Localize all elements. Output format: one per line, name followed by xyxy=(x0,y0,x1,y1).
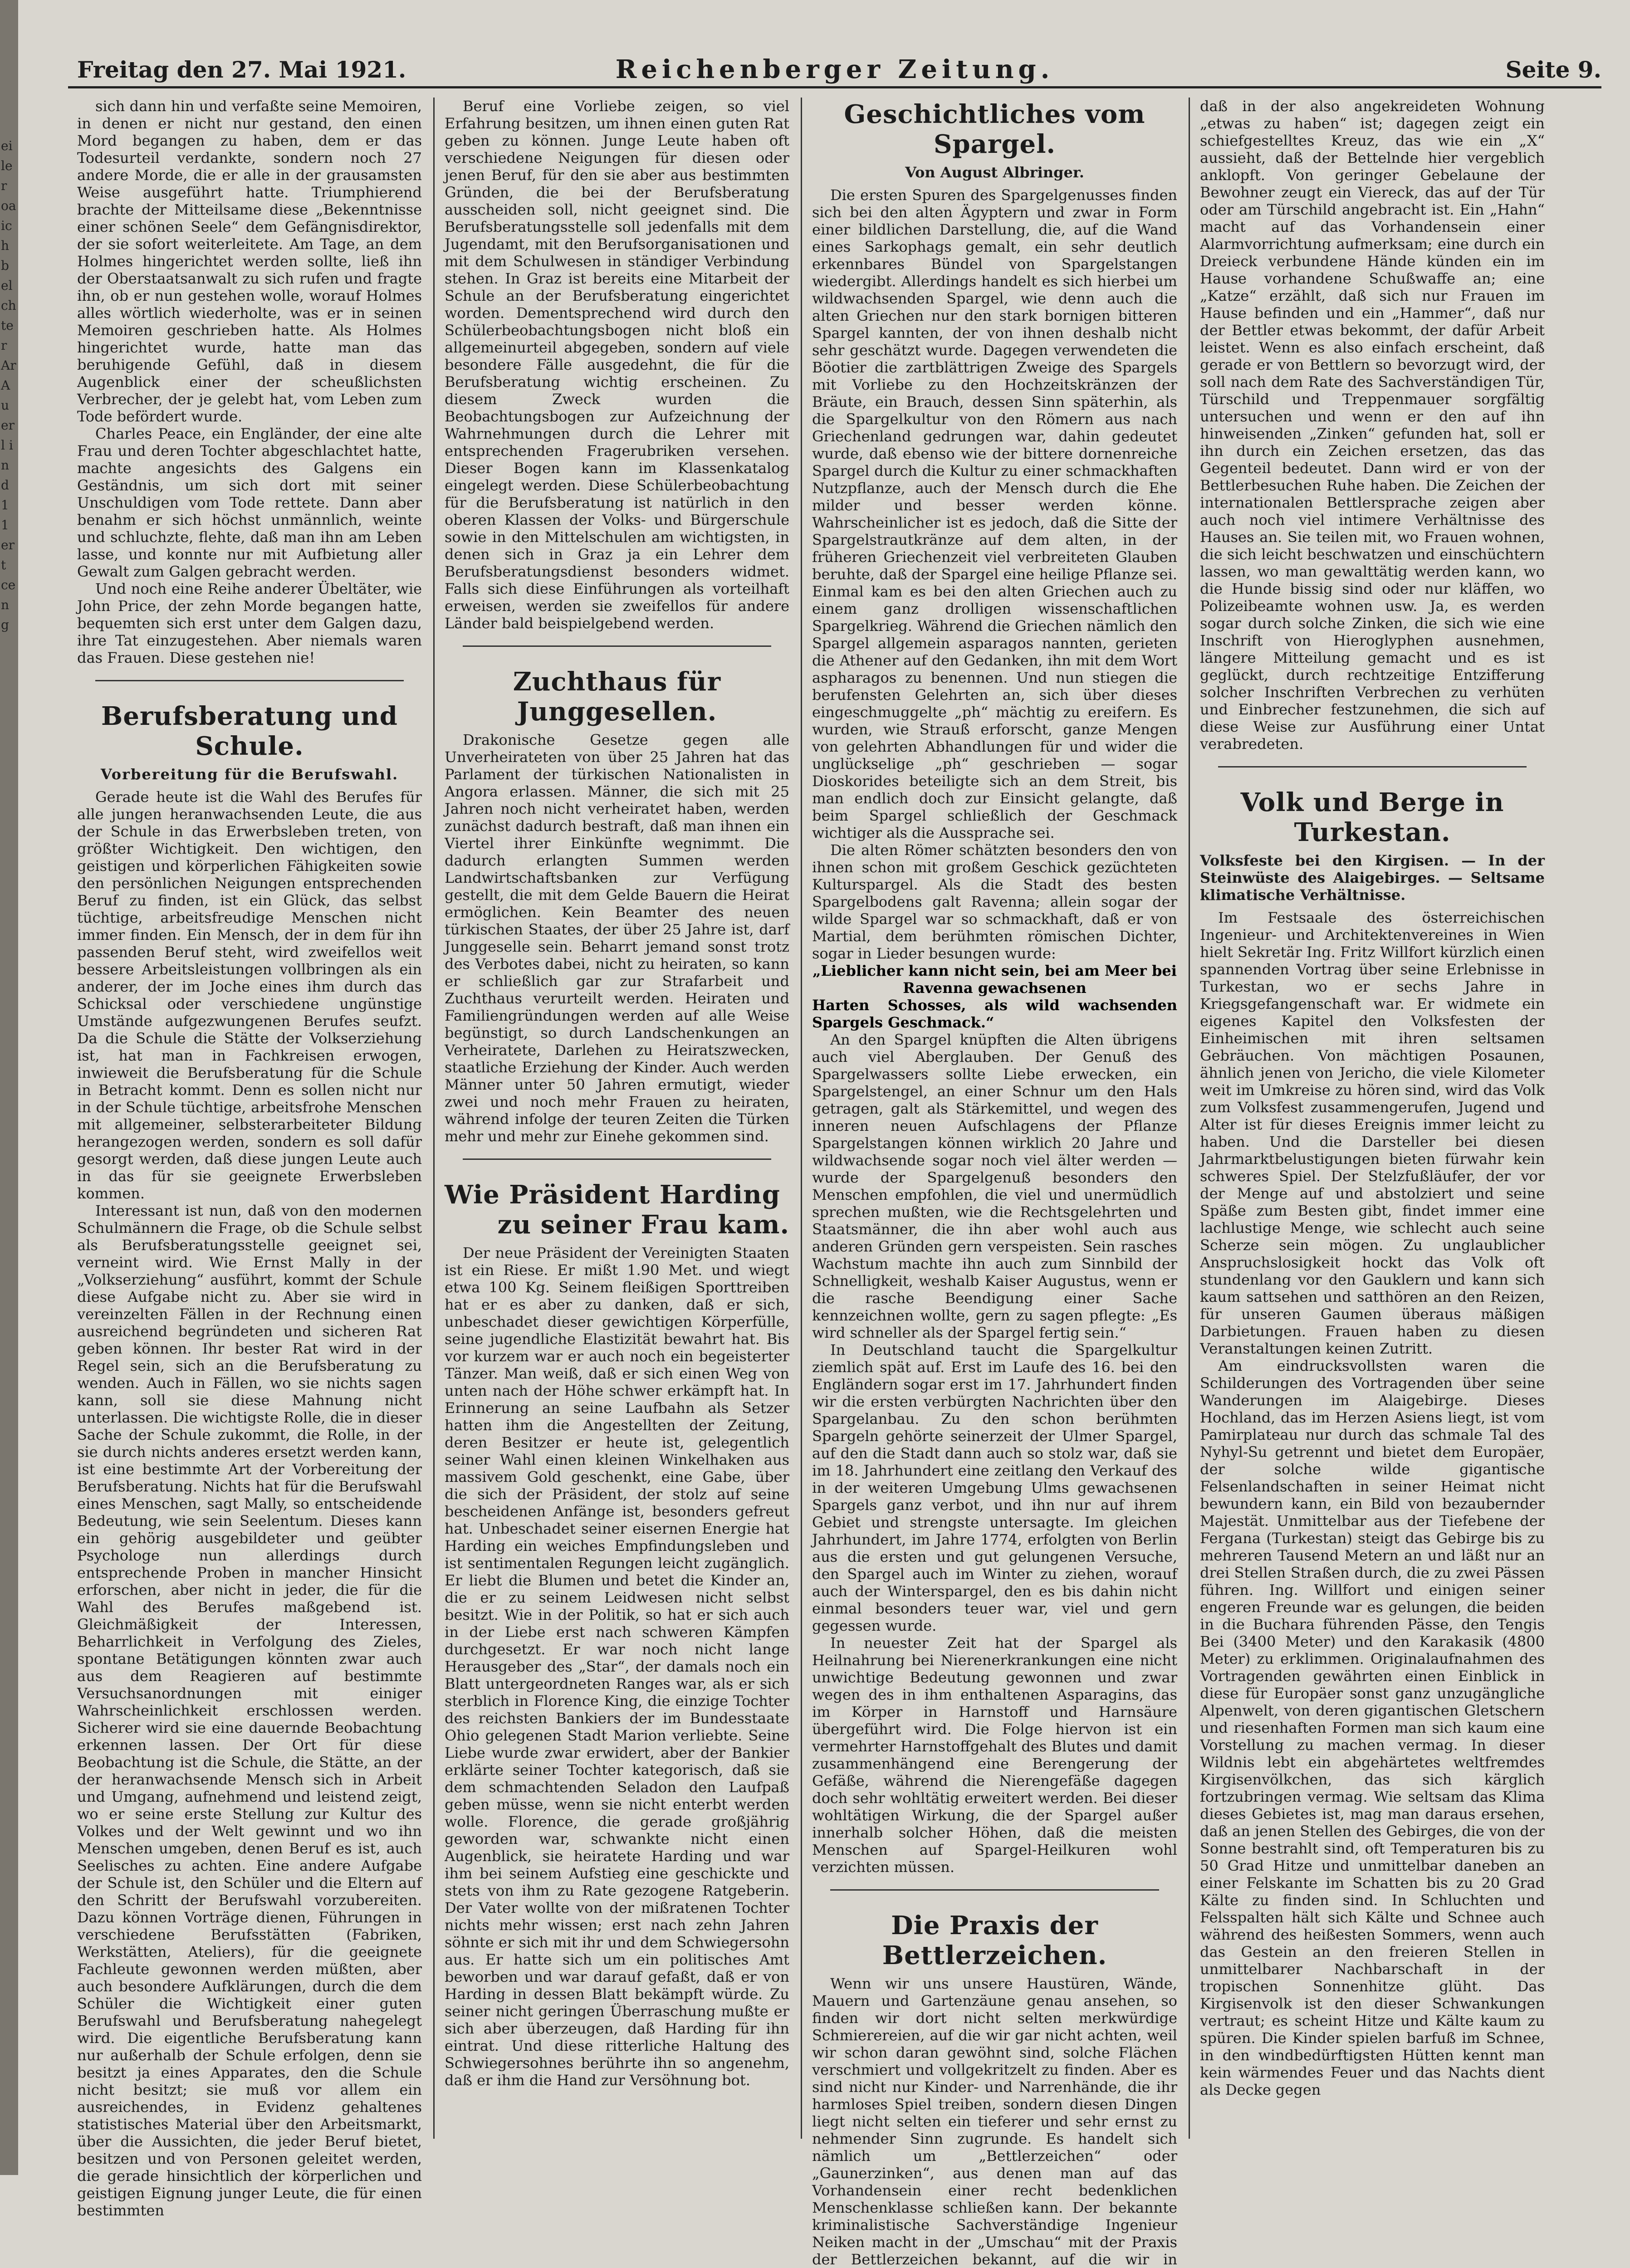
article-separator xyxy=(463,1158,771,1160)
paragraph: Der neue Präsident der Vereinigten Staaten ist ein Riese. Er mißt 1.90 Met. und wiegt etwa 100 Kg. Seinem fleißigen Sporttreiben hat er es aber zu danken, daß er sich, unbeschadet dieser gewichtigen Körperfülle, seine jugendliche Elastizität bewahrt hat. Bis vor kurzem war er auch noch ein begeisterter Tänzer. Man weiß, daß er sich einen Weg von unten nach der Höhe schwer erkämpft hat. In Erinnerung an seine Laufbahn als Setzer hatten ihm die Angestellten der Zeitung, deren Besitzer er heute ist, gelegentlich seiner Wahl einen kleinen Winkelhaken aus massivem Gold geschenkt, eine Gabe, über die sich der Präsident, der stolz auf seine bescheidenen Anfänge ist, besonders gefreut hat. Unbeschadet seiner eisernen Energie hat Harding ein weiches Empfindungsleben und ist sentimentalen Regungen leicht zugänglich. Er liebt die Blumen und betet die Kinder an, die er zu seinem Leidwesen nicht selbst besitzt. Wie in der Politik, so hat er sich auch in der Liebe erst nach schweren Kämpfen durchgesetzt. Er war noch nicht lange Herausgeber des „Star“, der damals noch ein Blatt untergeordneten Ranges war, als er sich sterblich in Florence King, die einzige Tochter des reichsten Bankiers der im Bundesstaate Ohio gelegenen Stadt Marion verliebte. Seine Liebe wurde zwar erwidert, aber der Bankier erklärte seiner Tochter kategorisch, daß sie dem schmachtenden Seladon den Laufpaß geben müsse, wenn sie nicht enterbt werden wolle. Florence, die gerade großjährig geworden war, schwankte nicht einen Augenblick, sie heiratete Harding und war ihm bei seinem Aufstieg eine geschickte und stets von ihm zu Rate gezogene Ratgeberin. Der Vater wollte von der mißratenen Tochter nichts mehr wissen; erst nach zehn Jahren söhnte er sich mit ihr und dem Schwiegersohn aus. Er hatte sich um ein politisches Amt beworben und war darauf gefaßt, daß er von Harding in dessen Blatt bekämpft würde. Zu seiner nicht geringen Überraschung mußte er sich aber überzeugen, daß Harding für ihn eintrat. Und diese ritterliche Haltung des Schwiegersohnes berührte ihn so angenehm, daß er ihm die Hand zur Versöhnung bot. xyxy=(445,1244,789,2089)
article-title: Volk und Berge in Turkestan. xyxy=(1240,787,1504,847)
verse-line: Harten Schosses, als wild wachsenden Spargels Geschmack.“ xyxy=(812,997,1177,1031)
paragraph: Gerade heute ist die Wahl des Berufes für alle jungen heranwachsenden Leute, die aus der Schule in das Erwerbsleben treten, von größter Wichtigkeit. Den wichtigen, den geistigen und körperlichen Fähigkeiten sowie den persönlichen Neigungen entsprechenden Beruf zu finden, ist ein Glück, das selbst tüchtige, arbeitsfreudige Menschen nicht immer finden. Ein Mensch, der in dem für ihn passenden Beruf steht, wird zweifellos weit bessere Arbeitsleistungen vollbringen als ein anderer, der im Joche eines ihm durch das Schicksal oder verschiedene ungünstige Umstände aufgezwungenen Berufes seufzt. Da die Schule die Stätte der Volkserziehung ist, hat man in Fachkreisen erwogen, inwieweit die Berufsberatung für die Schule in Betracht kommt. Denn es sollen nicht nur in der Schule tüchtige, arbeitsfrohe Menschen mit allgemeiner, selbsterarbeiteter Bildung herangezogen werden, sondern es soll dafür gesorgt werden, daß diese jungen Leute auch in das für sie geeignete Erwerbsleben kommen. xyxy=(77,788,422,1202)
adjacent-page-edge xyxy=(0,0,18,2175)
article-subtitle: Volksfeste bei den Kirgisen. — In der Steinwüste des Alaigebirges. — Seltsame klimatische Verhältnisse. xyxy=(1200,852,1545,904)
newspaper-name: Reichenberger Zeitung. xyxy=(615,54,1054,84)
article-title-line-2: zu seiner Frau kam. xyxy=(497,1210,789,1240)
paragraph: Die alten Römer schätzten besonders den von ihnen schon mit großem Geschick gezüchteten Kulturspargel. Als die Stadt des besten Spargelbodens galt Ravenna; allein sogar der wilde Spargel war so schmackhaft, daß er von Martial, dem berühmten römischen Dichter, sogar in Lieder besungen wurde: xyxy=(812,841,1177,962)
column-3 xyxy=(812,98,1177,2268)
column-rule xyxy=(1189,98,1190,2139)
article-author: Von August Albringer. xyxy=(905,164,1084,181)
article-separator xyxy=(830,1889,1159,1891)
column-2 xyxy=(445,98,789,2139)
column-rule xyxy=(433,98,435,2139)
verse-line: „Lieblicher kann nicht sein, bei am Meer bei Ravenna gewachsenen xyxy=(813,962,1177,997)
paragraph: sich dann hin und verfaßte seine Memoiren, in denen er nicht nur gestand, den einen Mord begangen zu haben, dem er das Todesurteil verdankte, sondern noch 27 andere Morde, die er alle in der grausamsten Weise ausgeführt hatte. Triumphierend brachte der Mitteilsame diese „Bekenntnisse einer schönen Seele“ dem Gefängnisdirektor, der sie sofort weiterleitete. Am Tage, an dem Holmes hingerichtet werden sollte, ließ ihn der Oberstaatsanwalt zu sich rufen und fragte ihn, ob er nun gestehen wolle, worauf Holmes alles wörtlich wiederholte, was er in seinen Memoiren geschrieben hatte. Als Holmes hingerichtet wurde, hatte man das beruhigende Gefühl, daß in diesem Augenblick einer der scheußlichsten Verbrecher, der je gelebt hat, vom Leben zum Tode befördert wurde. xyxy=(77,98,422,425)
article-title-line-1: Wie Präsident Harding xyxy=(445,1180,780,1210)
article-title: Berufsberatung und Schule. xyxy=(101,701,398,761)
paragraph: In neuester Zeit hat der Spargel als Heilnahrung bei Nierenerkrankungen eine nicht unwichtige Bedeutung gewonnen und zwar wegen des in ihm enthaltenen Asparagins, das im Körper in Harnstoff und Harnsäure übergeführt wird. Die Folge hiervon ist ein vermehrter Harnstoffgehalt des Blutes und damit zusammenhängend eine Berengerung der Gefäße, während die Nierengefäße dagegen doch sehr wohltätig erweitert werden. Bei dieser wohltätigen Wirkung, die der Spargel außer innerhalb solcher Höhen, daß die meisten Menschen auf Spargel-Heilkuren wohl verzichten müssen. xyxy=(812,1634,1177,1876)
paragraph: Die ersten Spuren des Spargelgenusses finden sich bei den alten Ägyptern und zwar in Form einer bildlichen Darstellung, die, auf die Wand eines Sarkophags gemalt, ein sehr deutlich erkennbares Bündel von Spargelstangen wiedergibt. Allerdings handelt es sich hierbei um wildwachsenden Spargel, wie denn auch die alten Griechen nur den stark bornigen bitteren Spargel kannten, der von ihnen deshalb nicht sehr geschätzt wurde. Dagegen verwendeten die Böotier die zartblättrigen Zweige des Spargels mit Vorliebe zu den Hochzeitskränzen der Bräute, ein Brauch, dessen Sinn späterhin, als die Spargelkultur von den Römern aus nach Griechenland gedrungen war, dahin gedeutet wurde, daß ebenso wie der bittere dornenreiche Spargel durch die Kultur zu einer schmackhaften Nutzpflanze, auch der Mensch durch die Ehe milder und besser werden könne. Wahrscheinlicher ist es jedoch, daß die Sitte der Spargelstrautkränze auf dem alten, in der früheren Griechenzeit viel verbreiteten Glauben beruhte, daß der Spargel eine heilige Pflanze sei. Einmal kam es bei den alten Griechen auch zu einem ganz drolligen wissenschaftlichen Spargelkrieg. Während die Griechen nämlich den Spargel allgemein asparagos nannten, gerieten die Athener auf den Gedanken, ihn mit dem Wort aspharagos zu benennen. Und nun stiegen die berufensten Gelehrten an, sich über dieses eingeschmuggelte „ph“ mächtig zu ereifern. Es wurden, wie Strauß erforscht, ganze Mengen von gelehrten Abhandlungen für und wider die unglückselige „ph“ geschrieben — sogar Dioskorides beteiligte sich an dem Streit, bis man endlich doch zur Einsicht gelangte, daß beim Spargel schließlich der Geschmack wichtiger als die Aussprache sei. xyxy=(812,186,1177,841)
article-subtitle: Vorbereitung für die Berufswahl. xyxy=(100,766,399,783)
article-title: Die Praxis der Bettlerzeichen. xyxy=(882,1911,1107,1970)
column-rule xyxy=(801,98,802,2139)
page-header xyxy=(68,50,1601,88)
paragraph: Und noch eine Reihe anderer Übeltäter, wie John Price, der zehn Morde begangen hatte, bequemten sich erst unter dem Galgen dazu, ihre Tat einzugestehen. Aber niemals waren das Frauen. Diese gestehen nie! xyxy=(77,580,422,666)
article-separator xyxy=(1218,766,1527,767)
paragraph: Interessant ist nun, daß von den modernen Schulmännern die Frage, ob die Schule selbst als Berufsberatungsstelle geeignet sei, verneint wird. Wie Ernst Mally in der „Volkserziehung“ ausführt, kommt der Schule diese Aufgabe nicht zu. Aber sie wird in vereinzelten Fällen in der Rechnung einen ausreichend begründeten und sicheren Rat geben können. Ihr bester Rat wird in der Regel sein, sich an die Berufsberatung zu wenden. Auch in Fällen, wo sie nichts sagen kann, soll sie diese Mahnung nicht unterlassen. Die wichtigste Rolle, die in dieser Sache der Schule zukommt, die Rolle, in der sie durch nichts anderes ersetzt werden kann, ist eine bestimmte Art der Vorbereitung der Berufsberatung. Nichts hat für die Berufswahl eines Menschen, sagt Mally, so entscheidende Bedeutung, wie sein Seelentum. Dieses kann ein gehörig ausgebildeter und geübter Psychologe nun allerdings durch entsprechende Proben in mancher Hinsicht erforschen, aber nicht in jeder, die für die Wahl des Berufes maßgebend ist. Gleichmäßigkeit der Interessen, Beharrlichkeit in Verfolgung des Zieles, spontane Betätigungen könnten zwar auch aus dem Reagieren auf bestimmte Versuchsanordnungen mit einiger Wahrscheinlichkeit erschlossen werden. Sicherer wird sie eine dauernde Beobachtung erkennen lassen. Der Ort für diese Beobachtung ist die Schule, die Stätte, an der der heranwachsende Mensch sich in Arbeit und Umgang, aufnehmend und leistend zeigt, wo er seine erste Stellung zur Kultur des Volkes und der Welt gewinnt und wo ihn Menschen umgeben, denen Beruf es ist, auch Seelisches zu achten. Eine andere Aufgabe der Schule ist, den Schüler und die Eltern auf den Schritt der Berufswahl vorzubereiten. Dazu können Vorträge dienen, Führungen in verschiedene Berufsstätten (Fabriken, Werkstätten, Ateliers), für die geeignete Fachleute gewonnen werden müßten, aber auch besondere Aufklärungen, durch die dem Schüler die Wichtigkeit einer guten Berufswahl und Berufsberatung nahegelegt wird. Die eigentliche Berufsberatung kann nur außerhalb der Schule erfolgen, denn sie besitzt ja eines Apparates, den die Schule nicht besitzt; sie muß vor allem ein ausreichendes, in Evidenz gehaltenes statistisches Material über den Arbeitsmarkt, über die Aussichten, die jeder Beruf bietet, besitzen und von Personen geleitet werden, die gerade hinsichtlich der körperlichen und geistigen Eignung junger Leute, die für einen bestimmten xyxy=(77,1202,422,2219)
paragraph: An den Spargel knüpften die Alten übrigens auch viel Aberglauben. Der Genuß des Spargelwassers sollte Liebe erwecken, ein Spargelstengel, an einer Schnur um den Hals getragen, galt als Stärkemittel, und wegen des inneren neuen Aufschlagens der Pflanze Spargelstangen können wirklich 20 Jahre und wildwachsende sogar noch viel älter werden — wurde der Spargelgenuß besonders den Menschen empfohlen, die viel und unermüdlich sprechen mußten, wie die Rechtsgelehrten und Staatsmänner, die ihn aber wohl auch aus anderen Gründen gern verspeisten. Sein rasches Wachstum machte ihn auch zum Sinnbild der Schnelligkeit, weshalb Kaiser Augustus, wenn er die rasche Beendigung einer Sache kennzeichnen wollte, gern zu sagen pflegte: „Es wird schneller als der Spargel fertig sein.“ xyxy=(812,1031,1177,1341)
adjacent-page-text: ei ler oa ich bel ch ter Ar Au erl ind 1 1 er t ce ng xyxy=(1,138,16,632)
column-4 xyxy=(1200,98,1545,2139)
paragraph: Beruf eine Vorliebe zeigen, so viel Erfahrung besitzen, um ihnen einen guten Rat geben zu können. Junge Leute haben oft verschiedene Neigungen für diesen oder jenen Beruf, für den sie aber aus bestimmten Gründen, die bei der Berufsberatung ausscheiden soll, nicht geeignet sind. Die Berufsberatungsstelle soll jedenfalls mit dem Jugendamt, mit den Berufsorganisationen und mit dem Schulwesen in ständiger Verbindung stehen. In Graz ist bereits eine Mitarbeit der Schule an der Berufsberatung eingerichtet worden. Dementsprechend wird durch den Schülerbeobachtungsbogen nicht bloß ein allgemeinurteil abgegeben, sondern auf viele besondere Fälle ausgedehnt, die für die Berufsberatung wichtig erscheinen. Zu diesem Zweck wurden die Beobachtungsbogen zur Aufzeichnung der Wahrnehmungen durch die Lehrer mit entsprechenden Fragerubriken versehen. Dieser Bogen kann im Klassenkatalog eingelegt werden. Diese Schülerbeobachtung für die Berufsberatung ist natürlich in den oberen Klassen der Volks- und Bürgerschule sowie in den Mittelschulen am wichtigsten, in denen sich in Graz ja ein Lehrer dem Berufsberatungsdienst besonders widmet. Falls sich diese Einführungen als vorteilhaft erweisen, werden sie zweifellos für andere Länder bald beispielgebend werden. xyxy=(445,98,789,632)
column-1 xyxy=(77,98,422,2219)
paragraph: In Deutschland taucht die Spargelkultur ziemlich spät auf. Erst im Laufe des 16. bei den Engländern sogar erst im 17. Jahrhundert finden wir die ersten verbürgten Nachrichten über den Spargelanbau. Zu den schon berühmten Spargeln gehörte seinerzeit der Ulmer Spargel, auf den die Stadt dann auch so stolz war, daß sie im 18. Jahrhundert eine zeitlang den Verkauf des in der weiteren Umgebung Ulms gewachsenen Spargels ganz verbot, und ihn nur auf ihrem Gebiet und strengste untersagte. Im gleichen Jahrhundert, im Jahre 1774, erfolgten von Berlin aus die ersten und gut gelungenen Versuche, den Spargel auch im Winter zu ziehen, worauf auch der Winterspargel, den es bis dahin nicht einmal besonders teuer war, viel und gern gegessen wurde. xyxy=(812,1341,1177,1634)
paragraph: Charles Peace, ein Engländer, der eine alte Frau und deren Tochter abgeschlachtet hatte, machte angesichts des Galgens ein Geständnis, um sich dort mit seiner Unschuldigen vom Tode rettete. Dann aber benahm er sich höchst unmännlich, weinte und schluchzte, flehte, daß man ihn am Leben lasse, und konnte nur mit Aufbietung aller Gewalt zum Galgen gebracht werden. xyxy=(77,425,422,580)
paragraph: Wenn wir uns unsere Haustüren, Wände, Mauern und Gartenzäune genau ansehen, so finden wir dort nicht selten merkwürdige Schmierereien, auf die wir gar nicht achten, weil wir schon daran gewöhnt sind, solche Flächen verschmiert und vollgekritzelt zu finden. Aber es sind nicht nur Kinder- und Narrenhände, die ihr harmloses Spiel treiben, sondern diesen Dingen liegt nicht selten ein tieferer und sehr ernst zu nehmender Sinn zugrunde. Es handelt sich nämlich um „Bettlerzeichen“ oder „Gaunerzinken“, aus denen man auf das Vorhandensein einer recht bedenklichen Menschenklasse schließen kann. Der bekannte kriminalistische Sachverständige Ingenieur Neiken macht in der „Umschau“ mit der Praxis der Bettlerzeichen bekannt, auf die wir in xyxy=(812,1975,1177,2268)
article-title: Geschichtliches vom Spargel. xyxy=(844,99,1145,159)
article-title: Zuchthaus für Junggesellen. xyxy=(513,667,721,727)
paragraph: Im Festsaale des österreichischen Ingenieur- und Architektenvereines in Wien hielt Sekretär Ing. Fritz Willfort kürzlich einen spannenden Vortrag über seine Erlebnisse in Turkestan, wo er sechs Jahre in Kriegsgefangenschaft war. Er widmete ein eigenes Kapitel den Volksfesten der Einheimischen mit ihren seltsamen Gebräuchen. Von mächtigen Posaunen, ähnlich jenen von Jericho, die viele Kilometer weit im Umkreise zu hören sind, wird das Volk zum Volksfest zusammengerufen, Jugend und Alter ist für dieses Ereignis immer leicht zu haben. Und die Darsteller bei diesen Jahrmarktbelustigungen bieten fürwahr kein schweres Spiel. Der Stelzfußläufer, der vor der Menge auf und abstolziert und seine Späße zum Besten gibt, findet immer eine lachlustige Menge, wie schlecht auch seine Scherze sein mögen. Zu unglaublicher Anspruchslosigkeit hockt das Volk oft stundenlang vor den Gauklern und kann sich kaum sattsehen und satthören an den Reizen, für unseren Gaumen überaus mäßigen Darbietungen. Frauen haben zu diesen Veranstaltungen keinen Zutritt. xyxy=(1200,909,1545,1357)
paragraph: Am eindrucksvollsten waren die Schilderungen des Vortragenden über seine Wanderungen im Alaigebirge. Dieses Hochland, das im Herzen Asiens liegt, ist vom Pamirplateau nur durch das schmale Tal des Nyhyl-Su getrennt und bietet dem Europäer, der solche wilde gigantische Felsenlandschaften in seiner Heimat nicht bewundern kann, ein Bild von bezaubernder Majestät. Unmittelbar aus der Tiefebene der Fergana (Turkestan) steigt das Gebirge bis zu mehreren Tausend Metern an und läßt nur an drei Stellen Straßen durch, die zu zwei Pässen führen. Ing. Willfort und einigen seiner engeren Freunde war es gelungen, die beiden in die Buchara führenden Pässe, den Tengis Bei (3400 Meter) und den Karakasik (4800 Meter) zu erklimmen. Originalaufnahmen des Vortragenden gewährten einen Einblick in diese für Europäer sonst ganz unzugängliche Alpenwelt, von deren gigantischen Gletschern und riesenhaften Formen man sich kaum eine Vorstellung zu machen vermag. In dieser Wildnis lebt ein abgehärtetes weltfremdes Kirgisenvölkchen, das sich kärglich fortzubringen vermag. Wie seltsam das Klima dieses Gebietes ist, mag man daraus ersehen, daß an jenen Stellen des Gebirges, die von der Sonne bestrahlt sind, oft Temperaturen bis zu 50 Grad Hitze und unmittelbar daneben an einer Felskante im Schatten bis zu 20 Grad Kälte zu finden sind. In Schluchten und Felsspalten hält sich Kälte und Schnee auch während des heißesten Sommers, wenn auch das Gestein an den freieren Stellen in unmittelbarer Nachbarschaft in der tropischen Sonnenhitze glüht. Das Kirgisenvolk ist den dieser Schwankungen vertraut; es scheint Hitze und Kälte kaum zu spüren. Die Kinder spielen barfuß im Schnee, in den windbedürftigsten Hütten kennt man kein wärmendes Feuer und das Nachts dient als Decke gegen xyxy=(1200,1357,1545,2098)
issue-date: Freitag den 27. Mai 1921. xyxy=(77,56,406,83)
article-separator xyxy=(95,680,404,681)
article-separator xyxy=(463,645,771,647)
paragraph: daß in der also angekreideten Wohnung „etwas zu haben“ ist; dagegen zeigt ein schiefgestelltes Kreuz, das wie ein „X“ aussieht, daß der Bettelnde hier vergeblich anklopft. Von geringer Gebelaune der Bewohner zeugt ein Viereck, das auf der Tür oder am Türschild angebracht ist. Ein „Hahn“ macht auf das Vorhandensein einer Alarmvorrichtung aufmerksam; eine durch ein Dreieck verbundene Hände künden ein im Hause vorhandene Schußwaffe an; eine „Katze“ erzählt, daß sich nur Frauen im Hause befinden und ein „Hammer“, daß nur der Bettler etwas bekommt, der dafür Arbeit leistet. Wenn es also einfach erscheint, daß gerade er von Bettlern so bevorzugt wird, der soll nach dem Rate des Sachverständigen Tür, Türschild und Treppenmauer sorgfältig untersuchen und wenn er den auf ihn hinweisenden „Zinken“ gefunden hat, soll er ihn durch ein Zeichen ersetzen, das das Gegenteil bedeutet. Dann wird er von der Bettlerbesuchen Ruhe haben. Die Zeichen der internationalen Bettlersprache zeigen aber auch noch viel intimere Verhältnisse des Hauses an. Sie teilen mit, wo Frauen wohnen, die sich leicht beschwatzen und einschüchtern lassen, wo man gewalttätig werden kann, wo die Hunde bissig sind oder nur kläffen, wo Polizeibeamte wohnen usw. Ja, es werden sogar durch solche Zinken, die sich wie eine Inschrift von Hieroglyphen ausnehmen, längere Mitteilung gemacht und es ist geglückt, durch rechtzeitige Entzifferung solcher Inschriften Verbrechen zu verhüten und Einbrecher festzunehmen, die sich auf diese Weise zur Ausführung einer Untat verabredeten. xyxy=(1200,98,1545,753)
page-number: Seite 9. xyxy=(1505,56,1601,83)
paragraph: Drakonische Gesetze gegen alle Unverheirateten von über 25 Jahren hat das Parlament der türkischen Nationalisten in Angora erlassen. Männer, die sich mit 25 Jahren noch nicht verheiratet haben, werden zunächst dadurch bestraft, daß man ihnen ein Viertel ihrer Einkünfte wegnimmt. Die dadurch erlangten Summen werden Landwirtschaftsbanken zur Verfügung gestellt, die mit dem Gelde Bauern die Heirat ermöglichen. Kein Beamter des neuen türkischen Staates, der über 25 Jahre ist, darf Junggeselle sein. Beharrt jemand sonst trotz des Verbotes dabei, nicht zu heiraten, so kann er schließlich gar zur Strafarbeit und Zuchthaus verurteilt werden. Heiraten und Familiengründungen werden auf alle Weise begünstigt, so durch Landschenkungen an Verheiratete, Darlehen zu Heiratszwecken, staatliche Erziehung der Kinder. Auch werden Männer unter 50 Jahren ermutigt, wieder zwei und noch mehr Frauen zu heiraten, während infolge der teuren Zeiten die Türken mehr und mehr zur Einehe gekommen sind. xyxy=(445,731,789,1145)
